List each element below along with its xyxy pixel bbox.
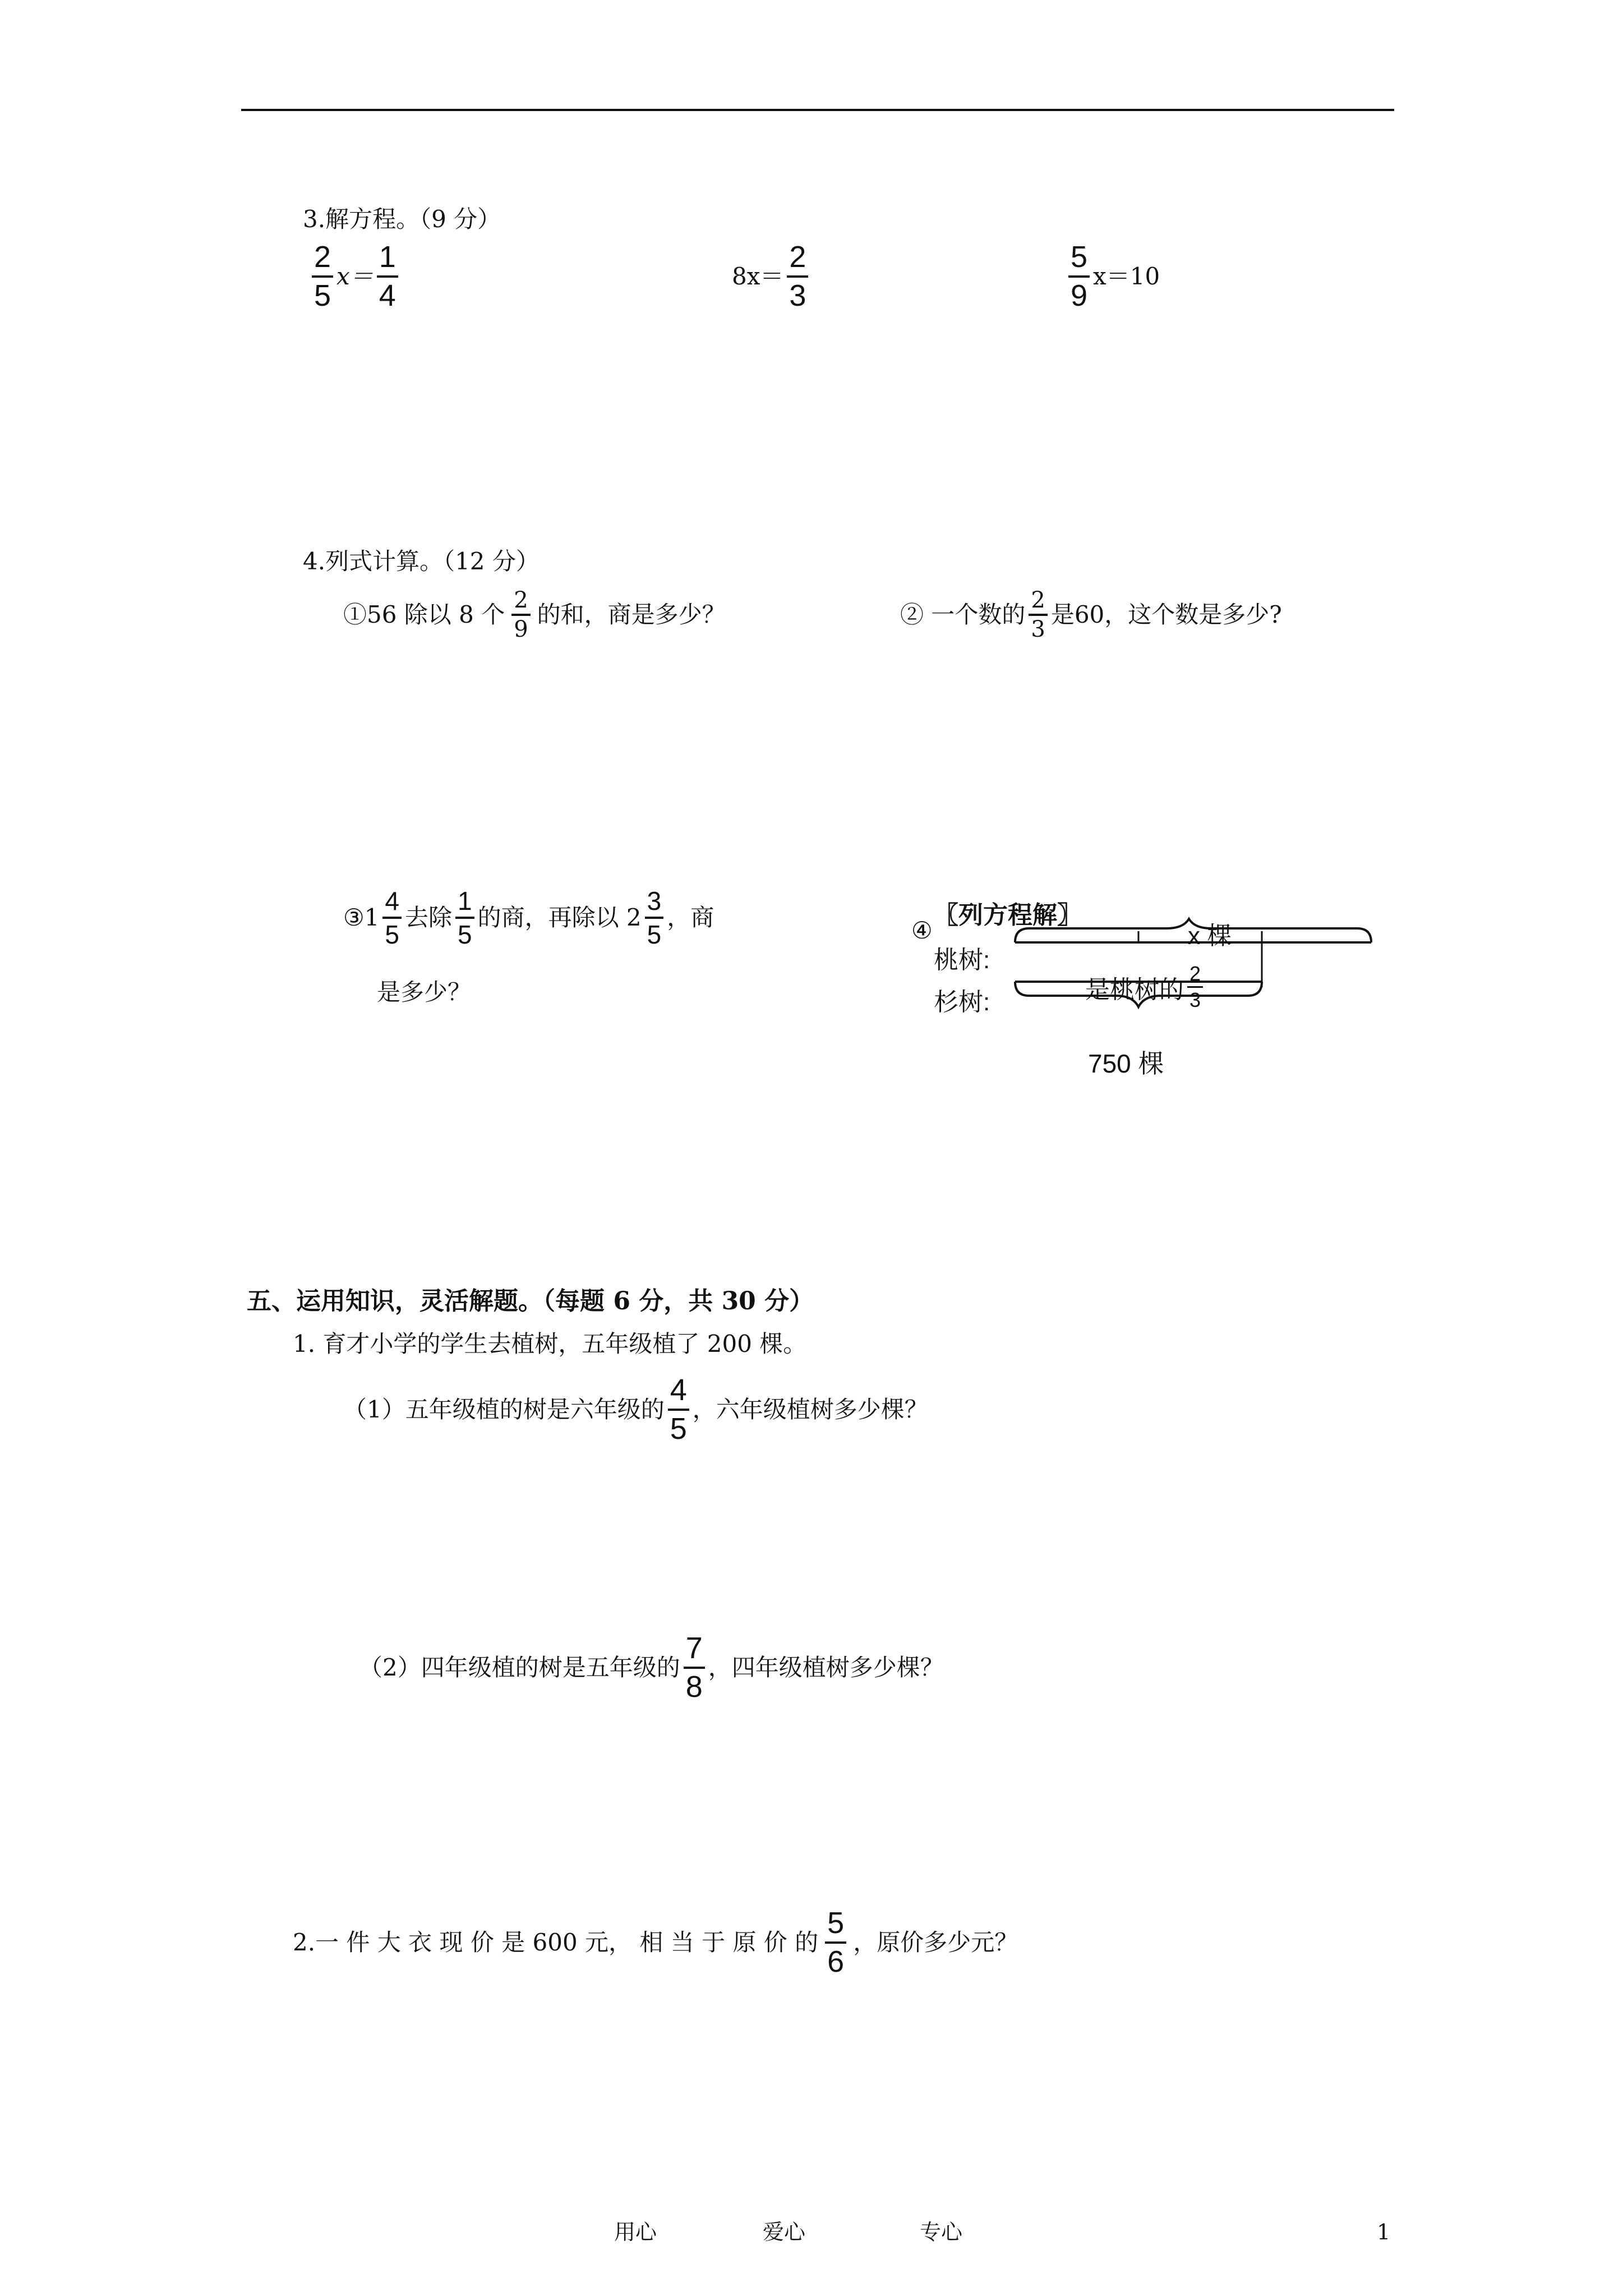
denominator: 5 <box>457 920 472 950</box>
fraction <box>382 887 402 949</box>
numerator: 5 <box>1068 241 1090 278</box>
problem-text: ③1 <box>343 904 380 932</box>
denominator: 8 <box>685 1669 703 1704</box>
numerator: 4 <box>668 1374 689 1411</box>
x-trees-label: x 棵 <box>1188 922 1232 950</box>
footer-text: 爱心 <box>763 2220 806 2244</box>
page-number: 1 <box>1377 2220 1391 2244</box>
q4-problem-3 <box>343 887 714 949</box>
fraction <box>455 887 474 949</box>
header-rule <box>241 109 1394 111</box>
denominator: 9 <box>514 616 528 642</box>
fraction <box>312 241 333 311</box>
fir-label: 杉树: <box>934 988 990 1016</box>
problem-text: 的商，再除以 2 <box>477 904 642 932</box>
q3-equation-3 <box>1068 241 1160 311</box>
s5-q2 <box>293 1907 1018 1977</box>
q4-problem-4-number: ④ <box>911 917 933 944</box>
problem-text: ，商 <box>667 904 714 932</box>
problem-text: ①56 除以 8 个 <box>343 601 505 628</box>
q3-title: 3.解方程。（9 分） <box>303 205 501 233</box>
fraction <box>1187 964 1203 1010</box>
numerator: 2 <box>312 241 333 278</box>
fir-text-label: 是桃树的 <box>1085 976 1184 1004</box>
denominator: 3 <box>789 278 806 312</box>
denominator: 5 <box>647 920 662 950</box>
denominator: 5 <box>670 1411 687 1446</box>
problem-text: 的和，商是多少？ <box>537 601 726 628</box>
q4-problem-4-title: 〖列方程解〗 <box>934 901 1082 929</box>
s5-q1-sub2 <box>359 1632 944 1703</box>
problem-text: 2.一 件 大 衣 现 价 是 600 元， 相 当 于 原 价 的 <box>293 1928 819 1956</box>
equation-text: 8x＝ <box>732 262 784 290</box>
denominator: 6 <box>827 1944 845 1978</box>
numerator: 4 <box>382 887 402 919</box>
fraction <box>1029 589 1047 641</box>
total-label: 750 棵 <box>1088 1049 1164 1078</box>
problem-text: 是60，这个数是多少? <box>1050 601 1282 628</box>
peach-label: 桃树: <box>934 946 990 974</box>
numerator: 5 <box>825 1907 846 1944</box>
numerator: 7 <box>684 1632 705 1669</box>
q3-equation-2 <box>732 241 808 311</box>
fraction <box>825 1907 846 1977</box>
equation-text: x＝ <box>336 262 374 290</box>
q4-title: 4.列式计算。（12 分） <box>303 547 540 575</box>
numerator: 2 <box>1187 964 1203 988</box>
numerator: 2 <box>787 241 808 278</box>
denominator: 9 <box>1071 278 1088 312</box>
numerator: 3 <box>645 887 664 919</box>
problem-text: ② 一个数的 <box>900 601 1026 628</box>
footer-text: 用心 <box>614 2220 657 2244</box>
numerator: 1 <box>455 887 474 919</box>
denominator: 3 <box>1031 616 1045 642</box>
fraction <box>645 887 664 949</box>
s5-q1-sub1 <box>343 1374 928 1444</box>
denominator: 3 <box>1189 988 1201 1011</box>
denominator: 4 <box>379 278 396 312</box>
numerator: 1 <box>377 241 398 278</box>
footer-text: 专心 <box>920 2220 963 2244</box>
numerator: 2 <box>511 589 530 616</box>
problem-text: （2）四年级植的树是五年级的 <box>359 1653 680 1681</box>
section-5-title: 五、运用知识，灵活解题。（每题 6 分，共 30 分） <box>247 1287 814 1315</box>
denominator: 5 <box>385 920 399 950</box>
problem-text: ，六年级植树多少棵？ <box>692 1395 928 1423</box>
s5-q1-stem: 1. 育才小学的学生去植树，五年级植了 200 棵。 <box>293 1330 807 1358</box>
problem-text: ，四年级植树多少棵？ <box>708 1653 944 1681</box>
problem-text: ，原价多少元？ <box>853 1928 1018 1956</box>
q3-equation-1 <box>312 241 398 311</box>
denominator: 5 <box>314 278 331 312</box>
problem-text: 去除 <box>404 904 452 932</box>
problem-text: （1）五年级植的树是六年级的 <box>343 1395 665 1423</box>
numerator: 2 <box>1029 589 1047 616</box>
q4-problem-3-line2: 是多少？ <box>377 978 472 1006</box>
fraction <box>511 589 530 641</box>
q4-problem-2 <box>900 589 1282 641</box>
fraction <box>684 1632 705 1703</box>
fraction <box>377 241 398 311</box>
fir-text <box>1085 964 1203 1010</box>
fraction <box>787 241 808 311</box>
fraction <box>1068 241 1090 311</box>
equation-text: x＝10 <box>1093 262 1160 290</box>
fraction <box>668 1374 689 1444</box>
q4-problem-1 <box>343 589 726 641</box>
